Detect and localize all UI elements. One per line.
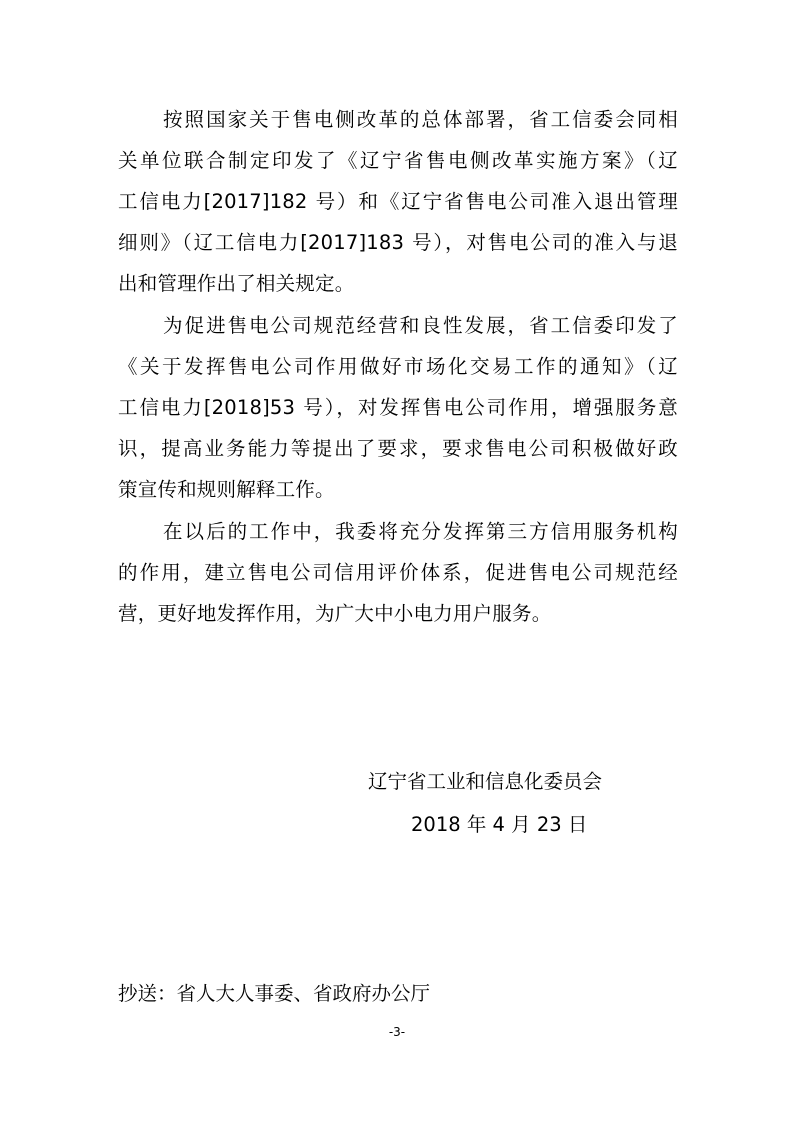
signature-date: 2018 年 4 月 23 日 [411, 813, 588, 836]
page-number: -3- [388, 1025, 406, 1039]
paragraph-line: 营，更好地发挥作用，为广大中小电力用户服务。 [118, 602, 552, 625]
cc-line: 抄送：省人大人事委、省政府办公厅 [118, 982, 431, 1005]
paragraph-line: 工信电力[2018]53 号），对发挥售电公司作用，增强服务意 [118, 396, 678, 419]
paragraph-line: 工信电力[2017]182 号）和《辽宁省售电公司准入退出管理 [118, 190, 678, 213]
paragraph-line: 《关于发挥售电公司作用做好市场化交易工作的通知》（辽 [118, 355, 678, 378]
signature-organization: 辽宁省工业和信息化委员会 [368, 770, 603, 793]
paragraph-line: 策宣传和规则解释工作。 [118, 478, 335, 501]
paragraph-line: 在以后的工作中，我委将充分发挥第三方信用服务机构 [163, 520, 678, 543]
paragraph-line: 关单位联合制定印发了《辽宁省售电侧改革实施方案》（辽 [118, 149, 678, 172]
paragraph-line: 细则》（辽工信电力[2017]183 号），对售电公司的准入与退 [118, 231, 678, 254]
paragraph-line: 按照国家关于售电侧改革的总体部署，省工信委会同相 [163, 108, 678, 131]
paragraph-line: 为促进售电公司规范经营和良性发展，省工信委印发了 [163, 314, 678, 337]
paragraph-line: 出和管理作出了相关规定。 [118, 272, 355, 295]
paragraph-line: 的作用，建立售电公司信用评价体系，促进售电公司规范经 [118, 561, 678, 584]
paragraph-line: 识，提高业务能力等提出了要求，要求售电公司积极做好政 [118, 437, 678, 460]
